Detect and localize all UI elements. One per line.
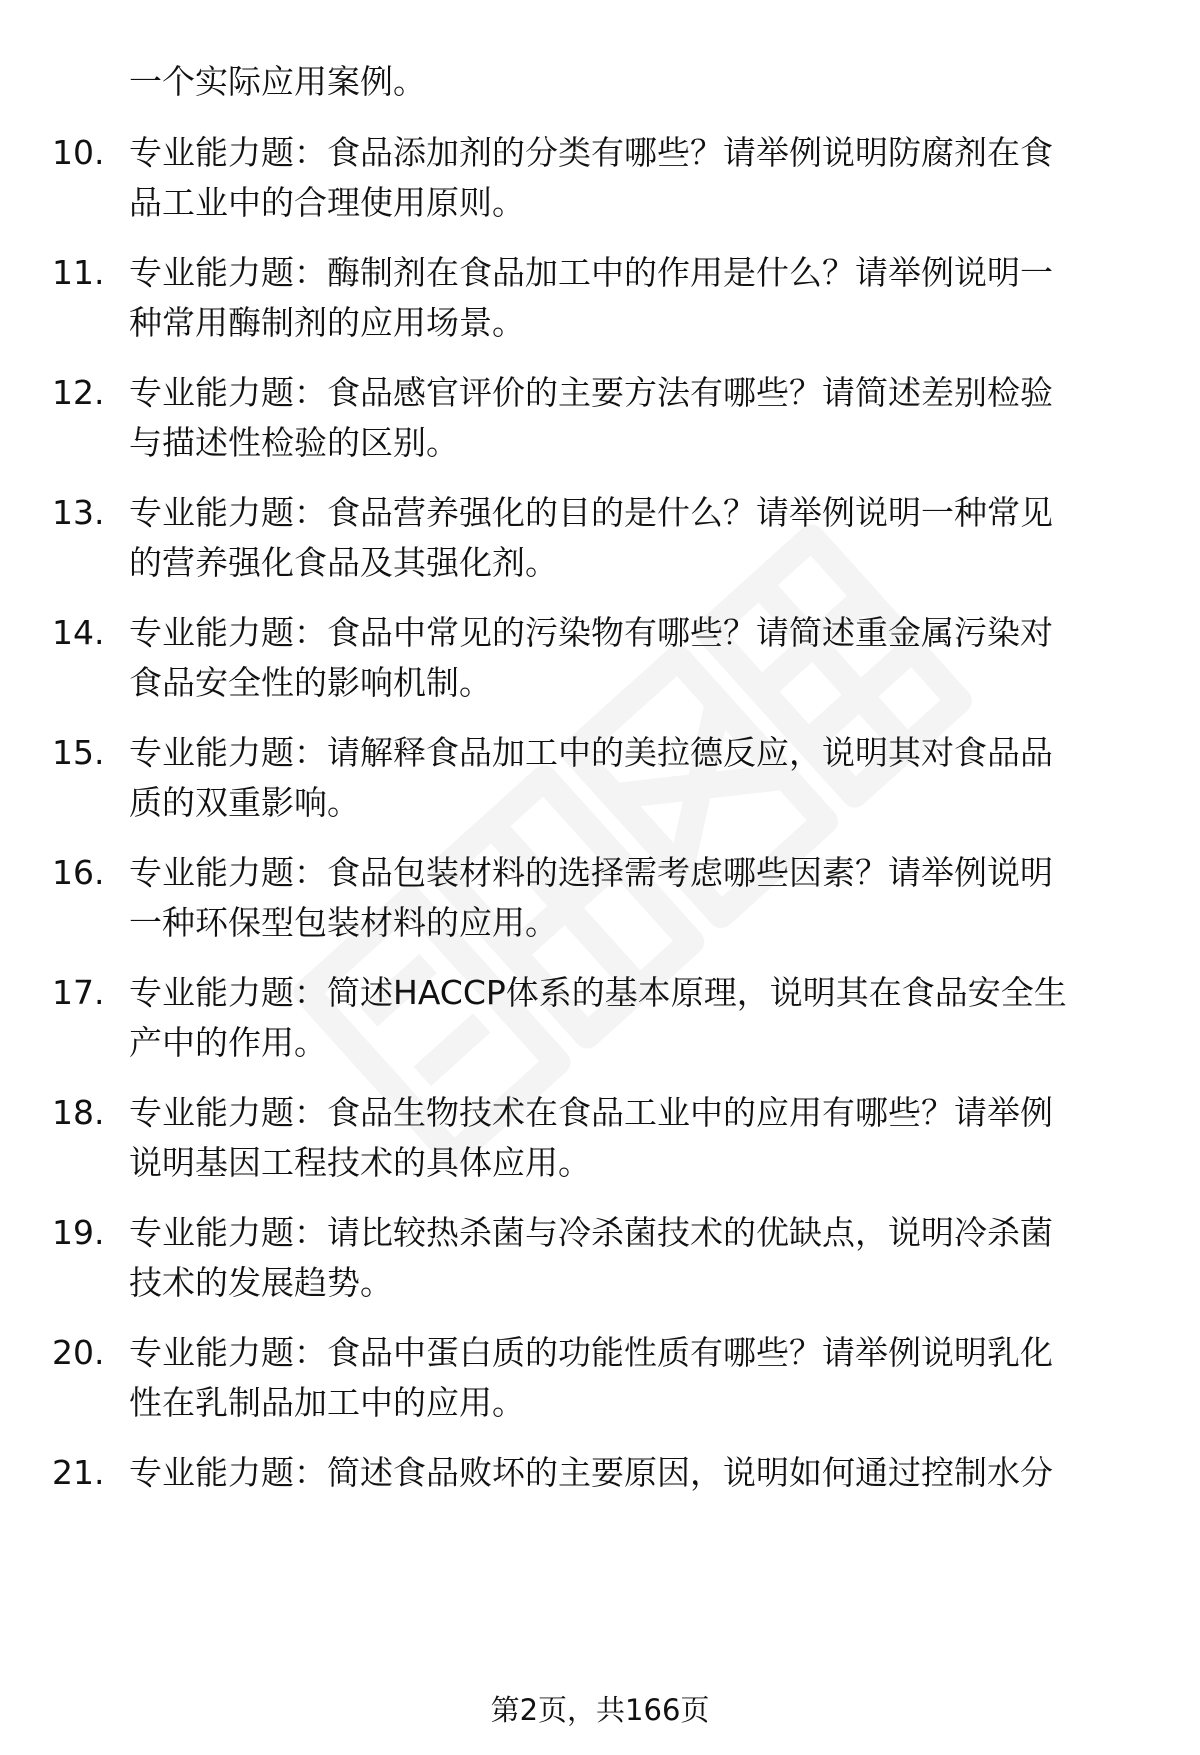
question-number: 19. [52, 1213, 105, 1252]
continuation-text: 一个实际应用案例。 [129, 62, 426, 101]
question-line: 专业能力题：食品感官评价的主要方法有哪些？请简述差别检验 [129, 373, 1053, 412]
question-item [0, 1328, 1200, 1424]
question-text [129, 248, 1159, 348]
question-line: 种常用酶制剂的应用场景。 [129, 303, 525, 342]
question-line: 性在乳制品加工中的应用。 [129, 1383, 525, 1422]
question-item [0, 1208, 1200, 1304]
question-item [0, 968, 1200, 1064]
question-text [129, 488, 1159, 588]
question-text [129, 728, 1159, 828]
question-text [129, 968, 1159, 1068]
question-item [0, 368, 1200, 464]
question-number: 16. [52, 853, 105, 892]
question-line: 与描述性检验的区别。 [129, 423, 459, 462]
question-line: 品工业中的合理使用原则。 [129, 183, 525, 222]
question-text [129, 608, 1159, 708]
question-item [0, 848, 1200, 944]
question-item [0, 1448, 1200, 1498]
question-line: 一种环保型包装材料的应用。 [129, 903, 558, 942]
question-line: 专业能力题：食品添加剂的分类有哪些？请举例说明防腐剂在食 [129, 133, 1053, 172]
question-number: 18. [52, 1093, 105, 1132]
question-line: 说明基因工程技术的具体应用。 [129, 1143, 591, 1182]
question-line: 专业能力题：简述HACCP体系的基本原理，说明其在食品安全生 [129, 973, 1067, 1012]
question-line: 专业能力题：请比较热杀菌与冷杀菌技术的优缺点，说明冷杀菌 [129, 1213, 1053, 1252]
question-number: 21. [52, 1453, 105, 1492]
question-text [129, 1208, 1159, 1308]
question-line: 专业能力题：食品营养强化的目的是什么？请举例说明一种常见 [129, 493, 1053, 532]
question-line: 专业能力题：食品中蛋白质的功能性质有哪些？请举例说明乳化 [129, 1333, 1053, 1372]
page-footer: 第2页，共166页 [490, 1693, 710, 1727]
question-number: 10. [52, 133, 105, 172]
question-line: 专业能力题：酶制剂在食品加工中的作用是什么？请举例说明一 [129, 253, 1053, 292]
question-text [129, 1088, 1159, 1188]
question-item [0, 488, 1200, 584]
question-line: 质的双重影响。 [129, 783, 360, 822]
question-item [0, 728, 1200, 824]
question-line: 专业能力题：简述食品败坏的主要原因，说明如何通过控制水分 [129, 1453, 1053, 1492]
question-number: 20. [52, 1333, 105, 1372]
question-line: 产中的作用。 [129, 1023, 327, 1062]
question-text [129, 1448, 1159, 1498]
question-line: 食品安全性的影响机制。 [129, 663, 492, 702]
question-number: 12. [52, 373, 105, 412]
question-item [0, 1088, 1200, 1184]
question-line: 专业能力题：食品包装材料的选择需考虑哪些因素？请举例说明 [129, 853, 1053, 892]
question-item [0, 608, 1200, 704]
question-line: 技术的发展趋势。 [129, 1263, 393, 1302]
question-text [129, 848, 1159, 948]
question-item [0, 248, 1200, 344]
question-number: 14. [52, 613, 105, 652]
question-line: 专业能力题：食品中常见的污染物有哪些？请简述重金属污染对 [129, 613, 1053, 652]
question-line: 的营养强化食品及其强化剂。 [129, 543, 558, 582]
question-text [129, 368, 1159, 468]
question-item [0, 128, 1200, 224]
question-number: 17. [52, 973, 105, 1012]
question-number: 11. [52, 253, 105, 292]
question-line: 专业能力题：请解释食品加工中的美拉德反应，说明其对食品品 [129, 733, 1053, 772]
question-number: 15. [52, 733, 105, 772]
question-text [129, 1328, 1159, 1428]
question-line: 专业能力题：食品生物技术在食品工业中的应用有哪些？请举例 [129, 1093, 1053, 1132]
question-number: 13. [52, 493, 105, 532]
question-text [129, 128, 1159, 228]
